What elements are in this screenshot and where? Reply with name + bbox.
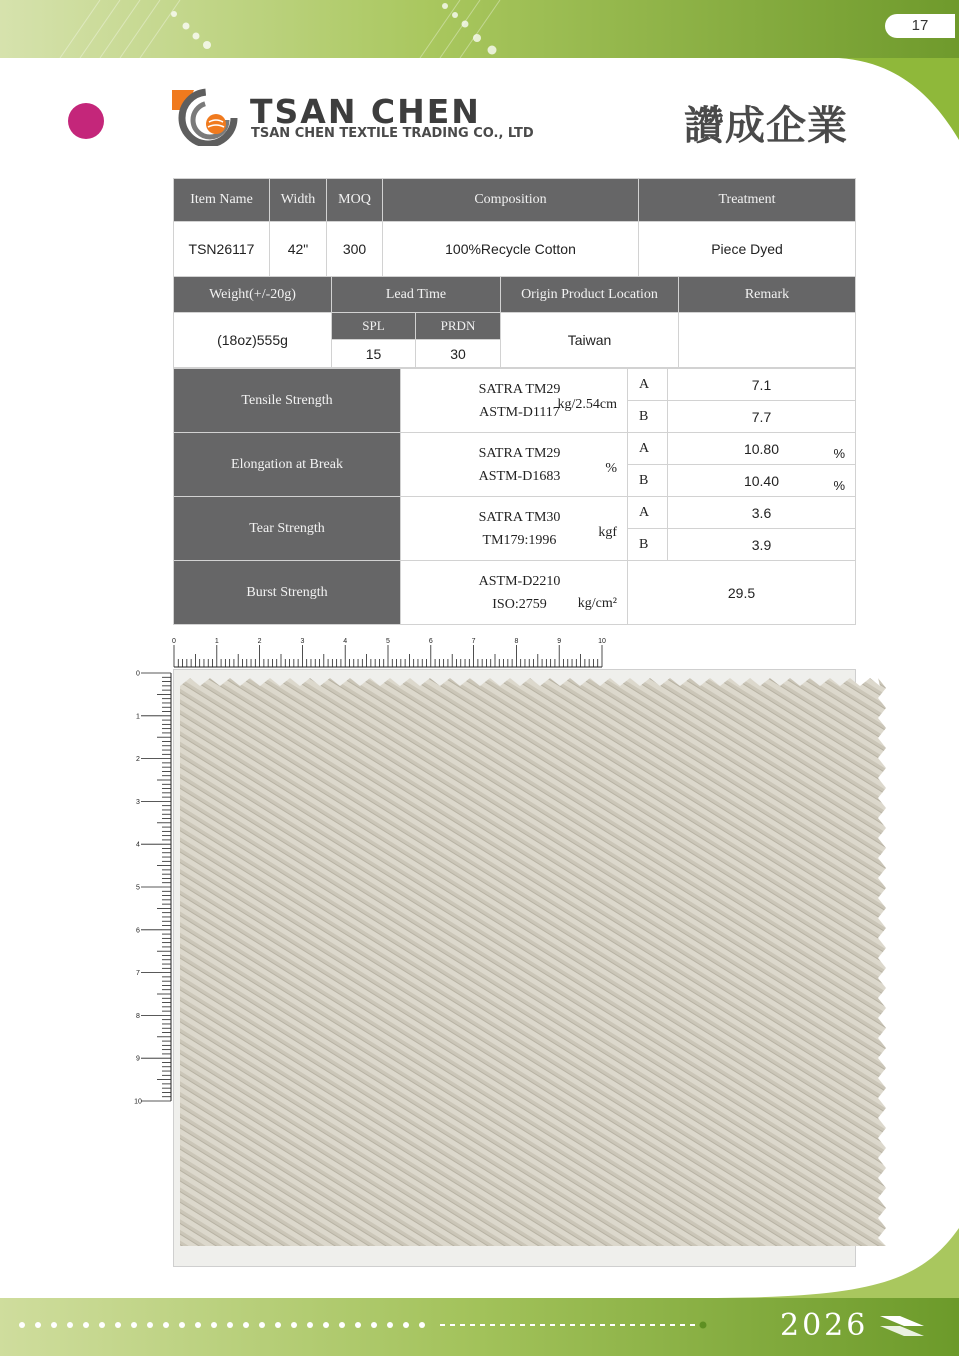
decorative-dot	[291, 1322, 297, 1328]
standard-line: SATRA TM29	[478, 445, 561, 461]
ruler-label: 8	[514, 638, 519, 645]
standard-line: ASTM-D2210	[478, 573, 561, 589]
pink-dot-decoration	[68, 103, 104, 139]
detail-table	[173, 276, 856, 368]
decorative-dot	[83, 1322, 89, 1328]
standard-line: ASTM-D1117	[479, 404, 560, 420]
width-value: 42"	[270, 222, 327, 277]
header-item-name: Item Name	[174, 179, 270, 222]
sample-a-value: 7.1	[668, 369, 856, 401]
ruler-label: 3	[136, 798, 140, 806]
header-remark: Remark	[679, 277, 856, 313]
brand-name: TSAN CHEN	[250, 92, 481, 131]
sample-b-cell	[668, 465, 856, 497]
decorative-dot	[227, 1322, 233, 1328]
ruler-label: 5	[136, 884, 140, 892]
ruler-label: 3	[300, 638, 305, 645]
origin-value: Taiwan	[501, 313, 679, 368]
header-spl: SPL	[332, 313, 416, 340]
weight-value: (18oz)555g	[174, 313, 332, 368]
moq-value: 300	[327, 222, 383, 277]
ruler-label: 7	[471, 638, 476, 645]
swirl-logo-icon	[172, 88, 238, 146]
sample-a-value: 10.80	[743, 440, 780, 457]
treatment-value: Piece Dyed	[639, 222, 856, 277]
sample-b-value: 7.7	[668, 401, 856, 433]
decorative-dot	[355, 1322, 361, 1328]
decorative-dot	[179, 1322, 185, 1328]
header-origin: Origin Product Location	[501, 277, 679, 313]
test-name-tear: Tear Strength	[174, 497, 401, 561]
test-name-burst: Burst Strength	[174, 561, 401, 625]
header-treatment: Treatment	[639, 179, 856, 222]
header-prdn: PRDN	[416, 313, 501, 340]
sample-a-label: A	[628, 433, 668, 465]
test-name-tensile: Tensile Strength	[174, 369, 401, 433]
ruler-label: 8	[136, 1012, 140, 1020]
ruler-label: 1	[136, 713, 140, 721]
decorative-dot	[67, 1322, 73, 1328]
decorative-dot	[259, 1322, 265, 1328]
sample-a-label: A	[628, 369, 668, 401]
page-number: 17	[885, 14, 955, 38]
header-lead-time: Lead Time	[332, 277, 501, 313]
decorative-dot	[243, 1322, 249, 1328]
top-green-band	[0, 0, 959, 58]
brand-cjk-name: 讚成企業	[684, 103, 848, 149]
unit-label: kg/2.54cm	[557, 397, 617, 412]
ruler-label: 1	[214, 638, 219, 645]
header-composition: Composition	[383, 179, 639, 222]
decorative-dot	[275, 1322, 281, 1328]
item-name-value: TSN26117	[174, 222, 270, 277]
decorative-dot	[147, 1322, 153, 1328]
ruler-label: 6	[428, 638, 433, 645]
test-standard-burst	[401, 561, 628, 625]
decorative-dot	[387, 1322, 393, 1328]
brand-subtitle: TSAN CHEN TEXTILE TRADING CO., LTD	[251, 126, 534, 141]
header-weight: Weight(+/-20g)	[174, 277, 332, 313]
header-moq: MOQ	[327, 179, 383, 222]
decorative-dot	[323, 1322, 329, 1328]
ruler-label: 9	[557, 638, 562, 645]
standard-line: SATRA TM30	[478, 509, 561, 525]
ruler-label: 7	[136, 970, 140, 978]
header-width: Width	[270, 179, 327, 222]
percent-suffix: %	[833, 446, 845, 461]
test-results-table	[173, 368, 856, 625]
decorative-dot	[339, 1322, 345, 1328]
percent-suffix: %	[833, 478, 845, 493]
sample-a-cell	[668, 433, 856, 465]
footer-year: 2026	[780, 1308, 869, 1343]
vertical-ruler	[130, 668, 174, 1108]
prdn-value: 30	[416, 340, 501, 368]
burst-value: 29.5	[628, 561, 856, 625]
test-standard-tear	[401, 497, 628, 561]
decorative-dot	[700, 1322, 707, 1329]
decorative-dot	[371, 1322, 377, 1328]
fabric-swatch-image	[180, 678, 886, 1246]
sample-b-label: B	[628, 465, 668, 497]
composition-value: 100%Recycle Cotton	[383, 222, 639, 277]
unit-label: kgf	[598, 525, 617, 540]
ruler-label: 5	[386, 638, 390, 645]
decorative-dot	[115, 1322, 121, 1328]
ruler-label: 6	[136, 927, 140, 935]
unit-label: %	[605, 461, 617, 476]
standard-line: SATRA TM29	[478, 381, 561, 397]
right-corner-curve	[839, 58, 959, 140]
standard-line: ISO:2759	[492, 596, 547, 612]
decorative-dot	[163, 1322, 169, 1328]
remark-value	[679, 313, 856, 368]
decorative-dot	[419, 1322, 425, 1328]
decorative-dot	[35, 1322, 41, 1328]
test-standard-elongation	[401, 433, 628, 497]
ruler-label: 4	[343, 638, 348, 645]
decorative-dot	[19, 1322, 25, 1328]
sample-b-value: 3.9	[668, 529, 856, 561]
decorative-dot	[131, 1322, 137, 1328]
spl-value: 15	[332, 340, 416, 368]
test-standard-tensile	[401, 369, 628, 433]
sample-b-value: 10.40	[743, 472, 780, 489]
ruler-label: 4	[136, 841, 140, 849]
decorative-dot	[211, 1322, 217, 1328]
test-name-elongation: Elongation at Break	[174, 433, 401, 497]
ruler-label: 2	[257, 638, 262, 645]
ruler-label: 9	[136, 1055, 140, 1063]
ruler-label: 10	[598, 638, 606, 645]
decorative-dot	[307, 1322, 313, 1328]
ruler-label: 0	[172, 638, 176, 645]
sample-a-value: 3.6	[668, 497, 856, 529]
season-mark-icon	[878, 1314, 926, 1338]
sample-a-label: A	[628, 497, 668, 529]
ruler-label: 10	[134, 1098, 142, 1106]
standard-line: TM179:1996	[482, 532, 557, 548]
decorative-dot	[51, 1322, 57, 1328]
ruler-label: 0	[136, 670, 140, 678]
unit-label: kg/cm²	[577, 596, 617, 611]
ruler-label: 2	[136, 756, 140, 764]
sample-b-label: B	[628, 529, 668, 561]
decorative-dot	[403, 1322, 409, 1328]
sample-b-label: B	[628, 401, 668, 433]
horizontal-ruler	[170, 634, 610, 670]
decorative-dot	[99, 1322, 105, 1328]
standard-line: ASTM-D1683	[478, 468, 561, 484]
decorative-dot	[195, 1322, 201, 1328]
item-info-table	[173, 178, 856, 277]
